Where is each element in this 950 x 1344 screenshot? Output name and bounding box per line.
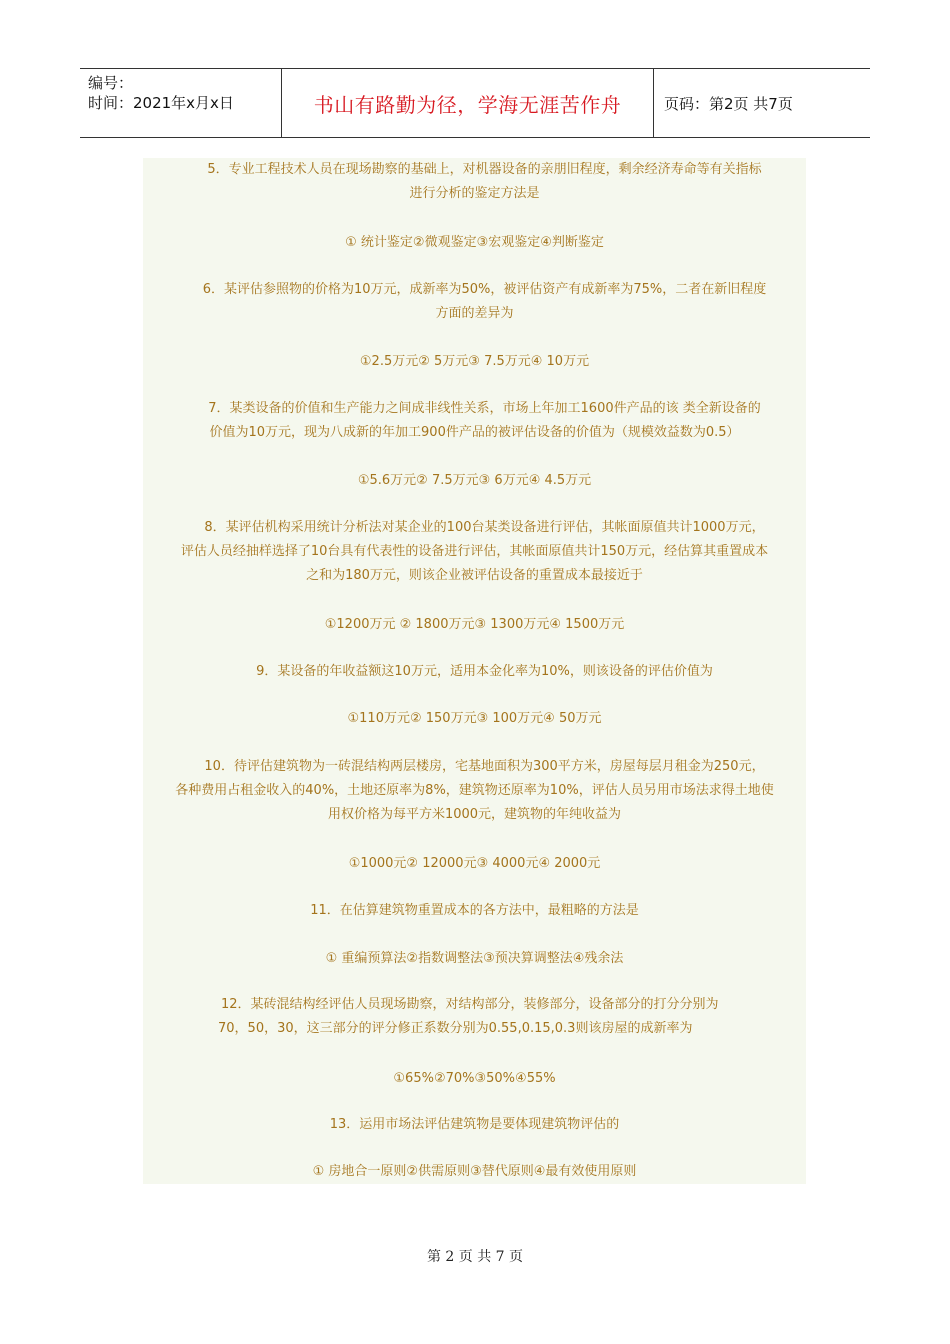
options-12: ①65%②70%③50%④55% xyxy=(393,1071,556,1086)
question-line: 9．某设备的年收益额这10万元，适用本金化率为10%，则该设备的评估价值为 xyxy=(256,664,713,679)
page-footer: 第 2 页 共 7 页 xyxy=(426,1249,524,1265)
options-8: ①1200万元 ② 1800万元③ 1300万元④ 1500万元 xyxy=(324,617,625,632)
header-meta xyxy=(80,69,281,137)
options-10: ①1000元② 12000元③ 4000元④ 2000元 xyxy=(348,856,601,871)
question-line: 方面的差异为 xyxy=(435,306,514,321)
options-6: ①2.5万元② 5万元③ 7.5万元④ 10万元 xyxy=(359,354,590,369)
question-line: 5．专业工程技术人员在现场勘察的基础上，对机器设备的亲朋旧程度，剩余经济寿命等有关指标 xyxy=(207,162,762,177)
options-11: ① 重编预算法②指数调整法③预决算调整法④残余法 xyxy=(325,951,624,966)
question-line: 用权价格为每平方米1000元，建筑物的年纯收益为 xyxy=(327,807,622,822)
question-12 xyxy=(143,993,806,1041)
header-motto: 书山有路勤为径，学海无涯苦作舟 xyxy=(281,69,654,137)
question-line: 6．某评估参照物的价格为10万元，成新率为50%，被评估资产有成新率为75%，二者在新旧程度 xyxy=(202,282,767,297)
question-9 xyxy=(143,660,806,684)
options-5: ① 统计鉴定②微观鉴定③宏观鉴定④判断鉴定 xyxy=(345,235,604,250)
question-line: 11．在估算建筑物重置成本的各方法中，最粗略的方法是 xyxy=(310,903,639,918)
question-line: 各种费用占租金收入的40%，土地还原率为8%，建筑物还原率为10%，评估人员另用市场法求得土地使 xyxy=(175,783,774,798)
page-header xyxy=(80,68,870,138)
time-label: 时间：2021年x月x日 xyxy=(88,94,234,112)
options-7: ①5.6万元② 7.5万元③ 6万元④ 4.5万元 xyxy=(357,473,592,488)
question-line: 价值为10万元，现为八成新的年加工900件产品的被评估设备的价值为（规模效益数为0.5） xyxy=(209,425,740,440)
question-13 xyxy=(143,1113,806,1137)
question-5 xyxy=(143,158,806,206)
question-line: 之和为180万元，则该企业被评估设备的重置成本最接近于 xyxy=(306,568,643,583)
question-11 xyxy=(143,899,806,923)
question-line: 进行分析的鉴定方法是 xyxy=(409,186,540,201)
question-6 xyxy=(143,278,806,326)
question-line: 70，50，30，这三部分的评分修正系数分别为0.55,0.15,0.3则该房屋的成新率为 xyxy=(218,1021,693,1036)
question-7 xyxy=(143,397,806,445)
question-10 xyxy=(143,755,806,827)
question-content xyxy=(143,158,806,1184)
header-page-code: 页码：第2页 共7页 xyxy=(664,94,793,113)
options-13: ① 房地合一原则②供需原则③替代原则④最有效使用原则 xyxy=(312,1164,637,1179)
question-8 xyxy=(143,516,806,588)
question-line: 8．某评估机构采用统计分析法对某企业的100台某类设备进行评估，其帐面原值共计1000万元， xyxy=(204,520,765,535)
question-line: 13．运用市场法评估建筑物是要体现建筑物评估的 xyxy=(329,1117,620,1132)
question-line: 评估人员经抽样选择了10台具有代表性的设备进行评估，其帐面原值共计150万元，经估算其重置成本 xyxy=(180,544,769,559)
question-line: 7．某类设备的价值和生产能力之间成非线性关系，市场上年加工1600件产品的该 类全新设备的 xyxy=(208,401,761,416)
question-line: 10．待评估建筑物为一砖混结构两层楼房，宅基地面积为300平方米，房屋每层月租金为250元， xyxy=(204,759,765,774)
options-9: ①110万元② 150万元③ 100万元④ 50万元 xyxy=(347,711,602,726)
number-label: 编号： xyxy=(88,74,134,92)
question-line: 12．某砖混结构经评估人员现场勘察，对结构部分，装修部分，设备部分的打分分别为 xyxy=(221,997,719,1012)
